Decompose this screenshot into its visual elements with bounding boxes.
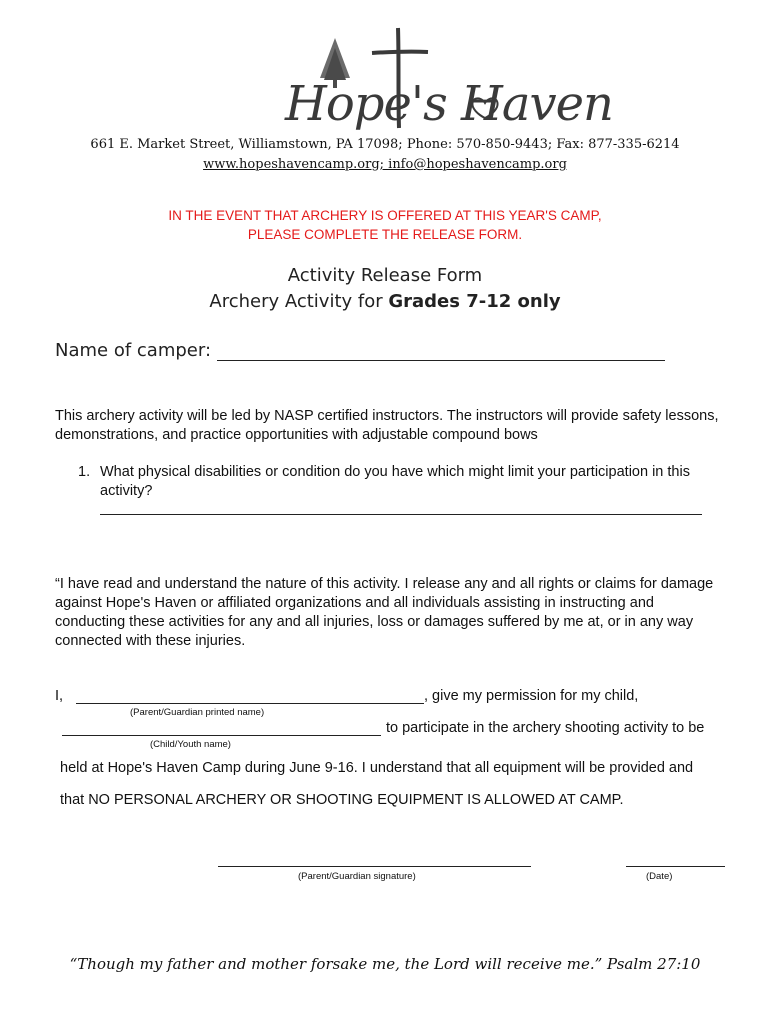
web-contact-line <box>0 157 770 172</box>
permission-text-2: to participate in the archery shooting activity to be <box>386 720 705 736</box>
question-number: 1. <box>78 464 91 480</box>
child-name-caption: (Child/Youth name) <box>150 739 231 750</box>
intro-paragraph: This archery activity will be led by NASP certified instructors. The instructors will provide safety lessons, demonstrations, and practice opportunities with adjustable compound bows <box>55 408 719 443</box>
child-name-field[interactable] <box>62 735 381 736</box>
permission-text-1: , give my permission for my child, <box>424 688 639 704</box>
release-statement: “I have read and understand the nature of this activity. I release any and all rights or claims for damage against Hope's Haven or affiliated organizations and all individuals assisting in instructing and conducting these activities for any and all injuries, loss or damages suffered by me at, or in any way connected with these injuries. <box>55 576 714 649</box>
camper-name-row <box>55 340 665 361</box>
form-title: Activity Release Form <box>287 265 483 286</box>
logo-text: Hope's Haven <box>285 76 613 132</box>
parent-printed-name-field[interactable] <box>76 703 424 704</box>
date-field[interactable] <box>626 866 725 867</box>
permission-text-3: held at Hope's Haven Camp during June 9-16. I understand that all equipment will be provided and <box>60 760 694 776</box>
permission-prefix: I, <box>55 688 64 704</box>
subtitle-grades: Grades 7-12 only <box>388 291 561 312</box>
permission-text-4: that NO PERSONAL ARCHERY OR SHOOTING EQUIPMENT IS ALLOWED AT CAMP. <box>60 792 624 808</box>
question-text: What physical disabilities or condition do you have which might limit your participation in this activity? <box>100 464 690 499</box>
address-line: 661 E. Market Street, Williamstown, PA 17098; Phone: 570-850-9443; Fax: 877-335-6214 <box>90 137 680 152</box>
guardian-signature-field[interactable] <box>218 866 531 867</box>
form-subtitle <box>0 291 770 312</box>
notice-line-2: PLEASE COMPLETE THE RELEASE FORM. <box>247 227 523 242</box>
date-caption: (Date) <box>646 871 673 882</box>
camper-name-field[interactable] <box>217 340 665 361</box>
camper-name-label: Name of camper: <box>55 340 212 361</box>
question-answer-field[interactable] <box>100 514 702 515</box>
signature-caption: (Parent/Guardian signature) <box>298 871 416 882</box>
footer-scripture-quote: “Though my father and mother forsake me, the Lord will receive me.” Psalm 27:10 <box>69 955 701 973</box>
website-email-link[interactable]: www.hopeshavencamp.org; info@hopeshavencamp.org <box>203 157 567 172</box>
notice-line-1: IN THE EVENT THAT ARCHERY IS OFFERED AT THIS YEAR'S CAMP, <box>168 208 602 223</box>
question-1 <box>78 463 718 501</box>
subtitle-prefix: Archery Activity for <box>209 291 389 312</box>
hopes-haven-logo <box>280 18 613 138</box>
parent-name-caption: (Parent/Guardian printed name) <box>130 707 265 718</box>
